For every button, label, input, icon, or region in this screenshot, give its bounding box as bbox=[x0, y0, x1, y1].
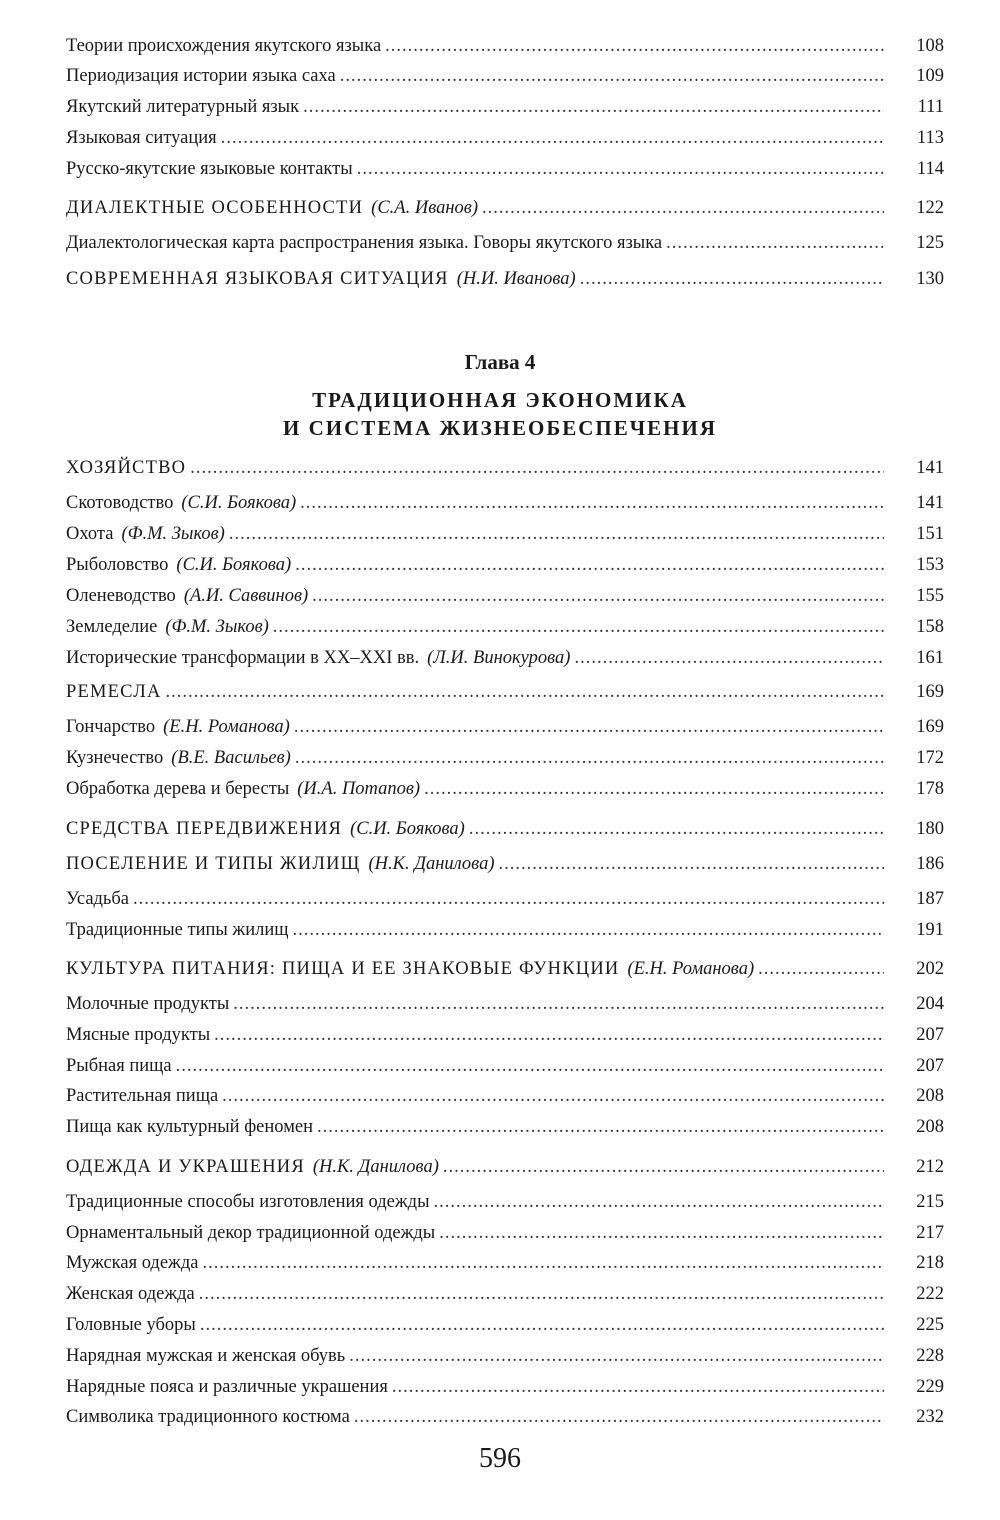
toc-entry bbox=[66, 553, 944, 577]
toc-entry-title: ХОЗЯЙСТВО bbox=[66, 458, 187, 478]
toc-entry-title: ДИАЛЕКТНЫЕ ОСОБЕННОСТИ bbox=[66, 198, 364, 218]
toc-entry-title: Охота bbox=[66, 524, 114, 544]
toc-entry-title: Исторические трансформации в XX–XXI вв. bbox=[66, 648, 420, 668]
toc-entry bbox=[66, 746, 944, 770]
toc-entry-page: 217 bbox=[916, 1223, 944, 1243]
toc-entry bbox=[66, 887, 944, 911]
toc-entry-title: Растительная пища bbox=[66, 1086, 219, 1106]
toc-entry-title: Периодизация истории языка саха bbox=[66, 66, 336, 86]
dot-leader bbox=[499, 852, 884, 876]
toc-entry-page: 215 bbox=[916, 1192, 944, 1212]
dot-leader bbox=[294, 715, 884, 739]
toc-entry-author: (С.И. Боякова) bbox=[350, 819, 465, 839]
toc-entry-author: (С.А. Иванов) bbox=[371, 198, 478, 218]
toc-entry bbox=[66, 1155, 944, 1179]
toc-entry-title: Нарядная мужская и женская обувь bbox=[66, 1346, 346, 1366]
toc-entry-author: (С.И. Боякова) bbox=[181, 493, 297, 513]
dot-leader bbox=[424, 777, 884, 801]
toc-entry-page: 228 bbox=[916, 1346, 944, 1366]
toc-entry bbox=[66, 1405, 944, 1429]
toc-entry-page: 202 bbox=[916, 959, 944, 979]
toc-entry-title: Якутский литературный язык bbox=[66, 97, 300, 117]
dot-leader bbox=[214, 1023, 884, 1047]
toc-entry-author: (Л.И. Винокурова) bbox=[427, 648, 571, 668]
chapter-label: Глава 4 bbox=[464, 350, 536, 374]
toc-entry bbox=[66, 1313, 944, 1337]
toc-entry-title: Традиционные типы жилищ bbox=[66, 920, 289, 940]
toc-entry bbox=[66, 1190, 944, 1214]
toc-entry bbox=[66, 992, 944, 1016]
toc-entry-page: 158 bbox=[916, 617, 944, 637]
toc-entry bbox=[66, 957, 944, 981]
toc-entry bbox=[66, 1115, 944, 1139]
toc-entry-author: (С.И. Боякова) bbox=[176, 555, 292, 575]
toc-entry-title: КУЛЬТУРА ПИТАНИЯ: ПИЩА И ЕЕ ЗНАКОВЫЕ ФУНКЦИИ bbox=[66, 959, 620, 979]
toc-entry-page: 187 bbox=[916, 889, 944, 909]
dot-leader bbox=[580, 267, 884, 291]
toc-entry-title: РЕМЕСЛА bbox=[66, 682, 162, 702]
toc-entry-title: Головные уборы bbox=[66, 1315, 196, 1335]
toc-entry-title: Орнаментальный декор традиционной одежды bbox=[66, 1223, 436, 1243]
toc-entry-author: (Н.К. Данилова) bbox=[368, 854, 495, 874]
toc-entry-title: Пища как культурный феномен bbox=[66, 1117, 314, 1137]
dot-leader bbox=[300, 491, 884, 515]
toc-entry-title: Мужская одежда bbox=[66, 1253, 199, 1273]
toc-entry bbox=[66, 522, 944, 546]
dot-leader bbox=[229, 522, 884, 546]
toc-entry bbox=[66, 680, 944, 704]
toc-entry-author: (Е.Н. Романова) bbox=[163, 717, 290, 737]
dot-leader bbox=[469, 817, 884, 841]
dot-leader bbox=[312, 584, 884, 608]
toc-entry-page: 186 bbox=[916, 854, 944, 874]
toc-entry-author: (И.А. Потапов) bbox=[297, 779, 421, 799]
dot-leader bbox=[666, 231, 884, 255]
toc-entry bbox=[66, 1375, 944, 1399]
toc-entry-page: 122 bbox=[916, 198, 944, 218]
dot-leader bbox=[295, 553, 884, 577]
dot-leader bbox=[354, 1405, 884, 1429]
dot-leader bbox=[222, 1084, 884, 1108]
toc-entry-title: СОВРЕМЕННАЯ ЯЗЫКОВАЯ СИТУАЦИЯ bbox=[66, 269, 449, 289]
toc-entry-author: (В.Е. Васильев) bbox=[171, 748, 291, 768]
toc-entry-title: Теории происхождения якутского языка bbox=[66, 36, 382, 56]
dot-leader bbox=[443, 1155, 884, 1179]
toc-entry bbox=[66, 584, 944, 608]
dot-leader bbox=[303, 95, 884, 119]
toc-entry bbox=[66, 918, 944, 942]
toc-entry-title: СРЕДСТВА ПЕРЕДВИЖЕНИЯ bbox=[66, 819, 343, 839]
toc-entry bbox=[66, 491, 944, 515]
toc-entry-title: Диалектологическая карта распространения языка. Говоры якутского языка bbox=[66, 233, 663, 253]
toc-entry-title: Мясные продукты bbox=[66, 1025, 211, 1045]
toc-entry-page: 125 bbox=[916, 233, 944, 253]
toc-entry-page: 153 bbox=[916, 555, 944, 575]
dot-leader bbox=[133, 887, 884, 911]
toc-entry bbox=[66, 64, 944, 88]
toc-entry-page: 113 bbox=[916, 128, 944, 148]
dot-leader bbox=[482, 196, 884, 220]
toc-entry-page: 178 bbox=[916, 779, 944, 799]
toc-entry-page: 208 bbox=[916, 1086, 944, 1106]
dot-leader bbox=[434, 1190, 884, 1214]
dot-leader bbox=[758, 957, 884, 981]
toc-entry-author: (Ф.М. Зыков) bbox=[121, 524, 225, 544]
toc-entry-title: Символика традиционного костюма bbox=[66, 1407, 350, 1427]
dot-leader bbox=[176, 1054, 884, 1078]
toc-entry bbox=[66, 817, 944, 841]
toc-entry-author: (Н.К. Данилова) bbox=[312, 1157, 439, 1177]
dot-leader bbox=[340, 64, 884, 88]
dot-leader bbox=[392, 1375, 884, 1399]
toc-entry-title: ОДЕЖДА И УКРАШЕНИЯ bbox=[66, 1157, 305, 1177]
dot-leader bbox=[317, 1115, 884, 1139]
dot-leader bbox=[233, 992, 884, 1016]
dot-leader bbox=[199, 1282, 884, 1306]
toc-entry bbox=[66, 1344, 944, 1368]
dot-leader bbox=[200, 1313, 884, 1337]
toc-entry-page: 108 bbox=[916, 36, 944, 56]
dot-leader bbox=[190, 456, 884, 480]
toc-entry-page: 222 bbox=[916, 1284, 944, 1304]
toc-entry bbox=[66, 1084, 944, 1108]
toc-entry-page: 111 bbox=[917, 97, 944, 117]
toc-entry-page: 229 bbox=[916, 1377, 944, 1397]
toc-entry-author: (Ф.М. Зыков) bbox=[165, 617, 269, 637]
toc-entry-page: 151 bbox=[916, 524, 944, 544]
toc-entry-page: 109 bbox=[916, 66, 944, 86]
toc-entry bbox=[66, 646, 944, 670]
toc-entry bbox=[66, 231, 944, 255]
dot-leader bbox=[202, 1251, 884, 1275]
toc-entry-title: Скотоводство bbox=[66, 493, 174, 513]
dot-leader bbox=[166, 680, 884, 704]
dot-leader bbox=[439, 1221, 884, 1245]
toc-entry-page: 180 bbox=[916, 819, 944, 839]
toc-entry bbox=[66, 1282, 944, 1306]
toc-entry-title: Рыболовство bbox=[66, 555, 169, 575]
toc-entry bbox=[66, 1023, 944, 1047]
toc-entry-page: 212 bbox=[916, 1157, 944, 1177]
toc-entry-page: 169 bbox=[916, 682, 944, 702]
toc-entry bbox=[66, 267, 944, 291]
chapter-title-line-1: ТРАДИЦИОННАЯ ЭКОНОМИКА bbox=[312, 388, 688, 412]
toc-entry-page: 141 bbox=[916, 458, 944, 478]
toc-entry-page: 130 bbox=[916, 269, 944, 289]
toc-entry bbox=[66, 1251, 944, 1275]
toc-entry bbox=[66, 1221, 944, 1245]
toc-entry-title: Рыбная пища bbox=[66, 1056, 172, 1076]
toc-entry-page: 218 bbox=[916, 1253, 944, 1273]
toc-entry bbox=[66, 196, 944, 220]
toc-entry-author: (Н.И. Иванова) bbox=[456, 269, 576, 289]
toc-entry bbox=[66, 126, 944, 150]
toc-entry-title: Обработка дерева и бересты bbox=[66, 779, 290, 799]
toc-entry bbox=[66, 852, 944, 876]
toc-entry-title: Усадьба bbox=[66, 889, 129, 909]
toc-entry bbox=[66, 456, 944, 480]
toc-entry bbox=[66, 157, 944, 181]
toc-entry-page: 161 bbox=[916, 648, 944, 668]
toc-entry-title: Нарядные пояса и различные украшения bbox=[66, 1377, 388, 1397]
page-number: 596 bbox=[479, 1443, 521, 1474]
dot-leader bbox=[349, 1344, 884, 1368]
toc-entry-title: Кузнечество bbox=[66, 748, 164, 768]
dot-leader bbox=[221, 126, 884, 150]
toc-entry-page: 204 bbox=[916, 994, 944, 1014]
toc-entry-page: 172 bbox=[916, 748, 944, 768]
toc-entry-page: 191 bbox=[916, 920, 944, 940]
toc-entry-page: 155 bbox=[916, 586, 944, 606]
toc-entry-title: Оленеводство bbox=[66, 586, 176, 606]
toc-entry-title: Гончарство bbox=[66, 717, 156, 737]
toc-entry-page: 141 bbox=[916, 493, 944, 513]
dot-leader bbox=[273, 615, 884, 639]
toc-entry-title: Земледелие bbox=[66, 617, 158, 637]
toc-entry-author: (А.И. Саввинов) bbox=[183, 586, 309, 606]
dot-leader bbox=[295, 746, 884, 770]
dot-leader bbox=[357, 157, 884, 181]
toc-entry-page: 208 bbox=[916, 1117, 944, 1137]
toc-entry-author: (Е.Н. Романова) bbox=[627, 959, 755, 979]
dot-leader bbox=[385, 34, 884, 58]
dot-leader bbox=[574, 646, 884, 670]
toc-entry-page: 232 bbox=[916, 1407, 944, 1427]
toc-entry-title: Молочные продукты bbox=[66, 994, 230, 1014]
toc-entry-page: 225 bbox=[916, 1315, 944, 1335]
toc-entry-page: 169 bbox=[916, 717, 944, 737]
toc-entry-title: Русско-якутские языковые контакты bbox=[66, 159, 353, 179]
toc-entry-title: ПОСЕЛЕНИЕ И ТИПЫ ЖИЛИЩ bbox=[66, 854, 361, 874]
toc-entry bbox=[66, 777, 944, 801]
toc-entry-page: 207 bbox=[916, 1025, 944, 1045]
toc-entry-title: Языковая ситуация bbox=[66, 128, 217, 148]
toc-entry bbox=[66, 1054, 944, 1078]
toc-entry bbox=[66, 34, 944, 58]
dot-leader bbox=[293, 918, 885, 942]
toc-entry-title: Традиционные способы изготовления одежды bbox=[66, 1192, 430, 1212]
toc-entry-page: 114 bbox=[916, 159, 944, 179]
toc-entry bbox=[66, 615, 944, 639]
toc-entry bbox=[66, 715, 944, 739]
toc-entry bbox=[66, 95, 944, 119]
toc-entry-page: 207 bbox=[916, 1056, 944, 1076]
toc-entry-title: Женская одежда bbox=[66, 1284, 195, 1304]
chapter-title-line-2: И СИСТЕМА ЖИЗНЕОБЕСПЕЧЕНИЯ bbox=[282, 416, 717, 440]
